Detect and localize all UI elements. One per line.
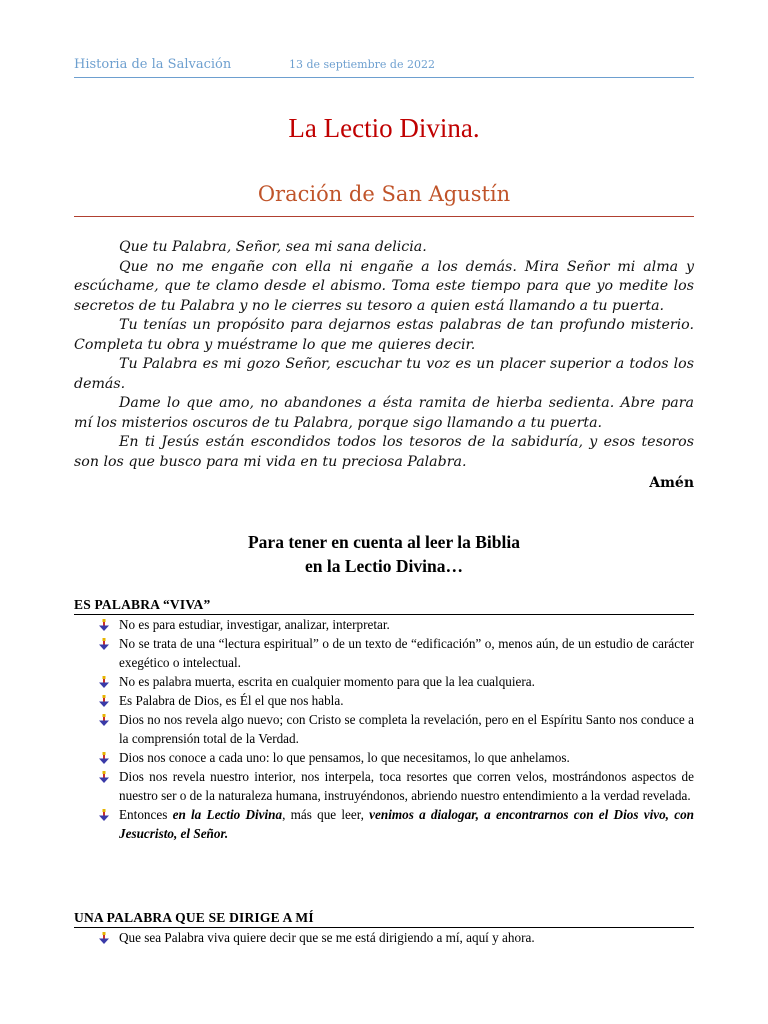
document-title: La Lectio Divina. [288,113,480,143]
prayer-paragraph: Que no me engañe con ella ni engañe a los demás. Mira Señor mi alma y escúchame, que te clamo desde el abismo. Toma este tiempo para que yo medite los secretos de tu Palabra y no le cierres su tesoro a quien está llamando a tu puerta. [74,258,694,314]
list-item [74,748,694,767]
list-item-text: Dios nos conoce a cada uno: lo que pensamos, lo que necesitamos, lo que anhelamos. [119,750,570,765]
list-item-text: Que sea Palabra viva quiere decir que se me está dirigiendo a mí, aquí y ahora. [119,930,535,945]
arrow-down-bullet-icon [98,619,110,631]
list-item-text: Es Palabra de Dios, es Él el que nos habla. [119,693,344,708]
header-series: Historia de la Salvación [74,57,232,72]
prayer-closing: Amén [649,475,694,491]
arrow-down-bullet-icon [98,638,110,650]
list-item [74,672,694,691]
reading-notes-title-line1: Para tener en cuenta al leer la Biblia [247,532,521,552]
emphasis-encuentro: venimos a dialogar, a encontrarnos con el Dios vivo, con Jesucristo, el Señor. [119,807,694,841]
list-item [74,634,694,672]
list-item [74,615,694,634]
list-item [74,928,694,947]
list-item-text: No es para estudiar, investigar, analizar, interpretar. [119,617,390,632]
arrow-down-bullet-icon [98,714,110,726]
section-heading-palabra-dirige: UNA PALABRA QUE SE DIRIGE A MÍ [74,910,694,928]
prayer-paragraph: Tu Palabra es mi gozo Señor, escuchar tu voz es un placer superior a todos los demás. [74,356,694,392]
arrow-down-bullet-icon [98,676,110,688]
list-item [74,691,694,710]
arrow-down-bullet-icon [98,809,110,821]
prayer-paragraph: En ti Jesús están escondidos todos los tesoros de la sabiduría, y esos tesoros son los que busco para mi vida en tu preciosa Palabra. [74,434,694,470]
list-item-text-pre: Entonces [119,807,173,822]
list-item-text: Dios no nos revela algo nuevo; con Cristo se completa la revelación, pero en el Espíritu Santo nos conduce a la comprensión total de la Verdad. [119,712,694,746]
document-subtitle: Oración de San Agustín [257,182,511,206]
list-item [74,710,694,748]
reading-notes-title-line2: en la Lectio Divina… [305,556,463,576]
prayer-paragraph: Tu tenías un propósito para dejarnos estas palabras de tan profundo misterio. Completa tu obra y muéstrame lo que me quieres decir. [74,317,694,353]
prayer-text [74,238,694,472]
list-item-text: No es palabra muerta, escrita en cualquier momento para que la lea cualquiera. [119,674,535,689]
section-heading-palabra-viva: ES PALABRA “VIVA” [74,597,694,615]
arrow-down-bullet-icon [98,695,110,707]
bullet-list-palabra-dirige [74,928,694,947]
prayer-paragraph: Dame lo que amo, no abandones a ésta ramita de hierba sedienta. Abre para mí los misterios oscuros de tu Palabra, porque sigo llamando a tu puerta. [74,395,694,431]
list-item [74,805,694,843]
header-date: 13 de septiembre de 2022 [289,58,435,71]
emphasis-lectio-divina: en la Lectio Divina [172,807,283,822]
reading-notes-title [74,530,694,578]
list-item-text: Dios nos revela nuestro interior, nos interpela, toca resortes que corren velos, mostrándonos aspectos de nuestro ser o de la naturaleza humana, instruyéndonos, abriendo nuestro entendimiento a la verdad revelada. [119,769,694,803]
subtitle-divider [74,216,694,217]
prayer-paragraph: Que tu Palabra, Señor, sea mi sana delicia. [119,239,427,255]
arrow-down-bullet-icon [98,752,110,764]
list-item [74,767,694,805]
bullet-list-palabra-viva [74,615,694,843]
list-item-text-mid: , más que leer, [282,807,370,822]
arrow-down-bullet-icon [98,771,110,783]
list-item-text: No se trata de una “lectura espiritual” o de un texto de “edificación” o, menos aún, de un estudio de carácter exegético o intelectual. [119,636,694,670]
arrow-down-bullet-icon [98,932,110,944]
page-header [74,54,694,78]
